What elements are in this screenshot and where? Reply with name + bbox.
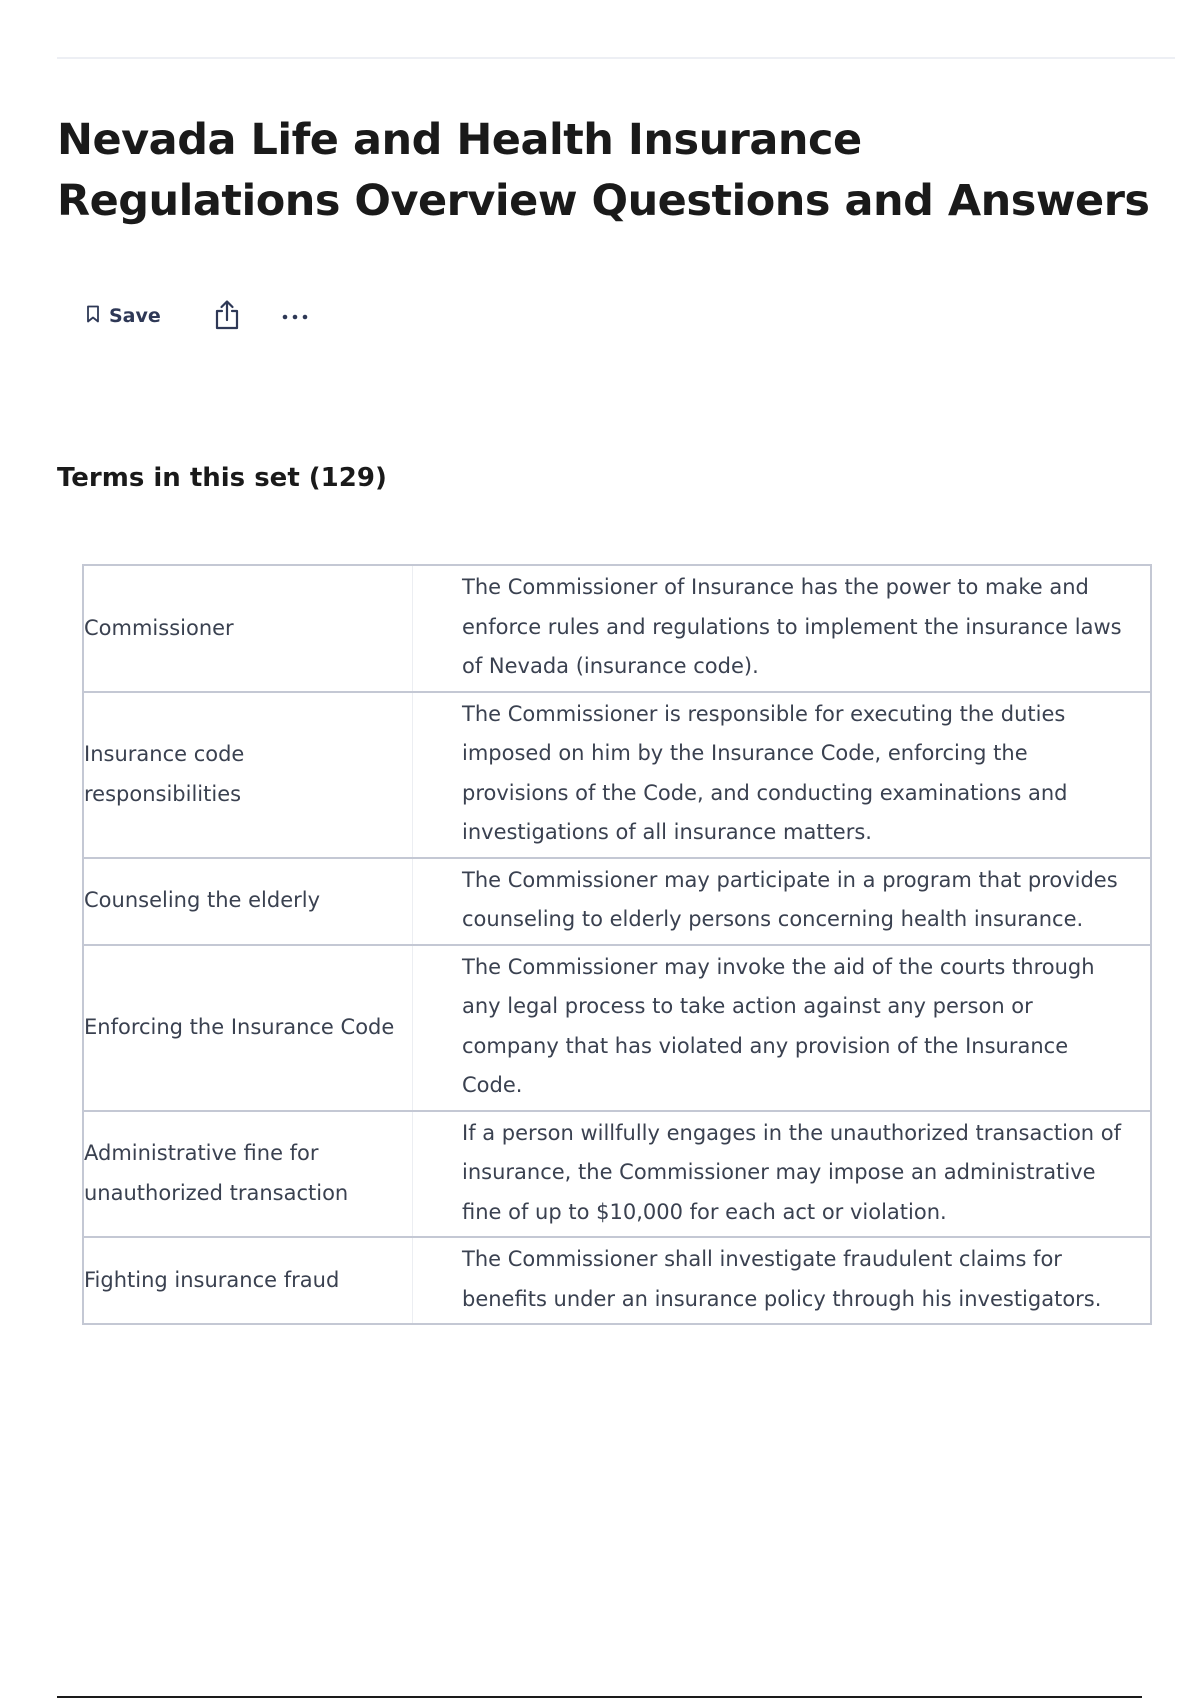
- more-options-icon: [280, 309, 310, 324]
- term-text: Fighting insurance fraud: [83, 1237, 413, 1324]
- term-row: [83, 858, 1151, 945]
- terms-heading: Terms in this set (129): [57, 463, 387, 493]
- term-text: Administrative fine for unauthorized transaction: [83, 1111, 413, 1238]
- term-text: Insurance code responsibilities: [83, 692, 413, 858]
- share-icon: [213, 299, 241, 334]
- page-title: Nevada Life and Health Insurance Regulations Overview Questions and Answers: [57, 115, 1150, 226]
- more-options-button[interactable]: [277, 294, 313, 338]
- term-text: Enforcing the Insurance Code: [83, 945, 413, 1111]
- definition-text: The Commissioner may participate in a program that provides counseling to elderly persons concerning health insurance.: [413, 858, 1152, 945]
- term-row: [83, 565, 1151, 692]
- definition-text: If a person willfully engages in the unauthorized transaction of insurance, the Commissioner may impose an administrative fine of up to $10,000 for each act or violation.: [413, 1111, 1152, 1238]
- bottom-divider: [57, 1696, 1142, 1698]
- definition-text: The Commissioner shall investigate fraudulent claims for benefits under an insurance policy through his investigators.: [413, 1237, 1152, 1324]
- save-label: Save: [109, 305, 161, 327]
- definition-text: The Commissioner may invoke the aid of the courts through any legal process to take action against any person or company that has violated any provision of the Insurance Code.: [413, 945, 1152, 1111]
- share-button[interactable]: [209, 294, 245, 338]
- terms-table: [82, 564, 1152, 1325]
- action-bar: [80, 294, 313, 338]
- save-button[interactable]: [80, 294, 169, 338]
- term-row: [83, 692, 1151, 858]
- term-row: [83, 1111, 1151, 1238]
- term-row: [83, 945, 1151, 1111]
- term-text: Commissioner: [83, 565, 413, 692]
- top-divider: [57, 57, 1175, 59]
- definition-text: The Commissioner is responsible for executing the duties imposed on him by the Insurance Code, enforcing the provisions of the Code, and conducting examinations and investigations of all insurance matters.: [413, 692, 1152, 858]
- term-row: [83, 1237, 1151, 1324]
- bookmark-icon: [86, 305, 100, 328]
- term-text: Counseling the elderly: [83, 858, 413, 945]
- definition-text: The Commissioner of Insurance has the power to make and enforce rules and regulations to implement the insurance laws of Nevada (insurance code).: [413, 565, 1152, 692]
